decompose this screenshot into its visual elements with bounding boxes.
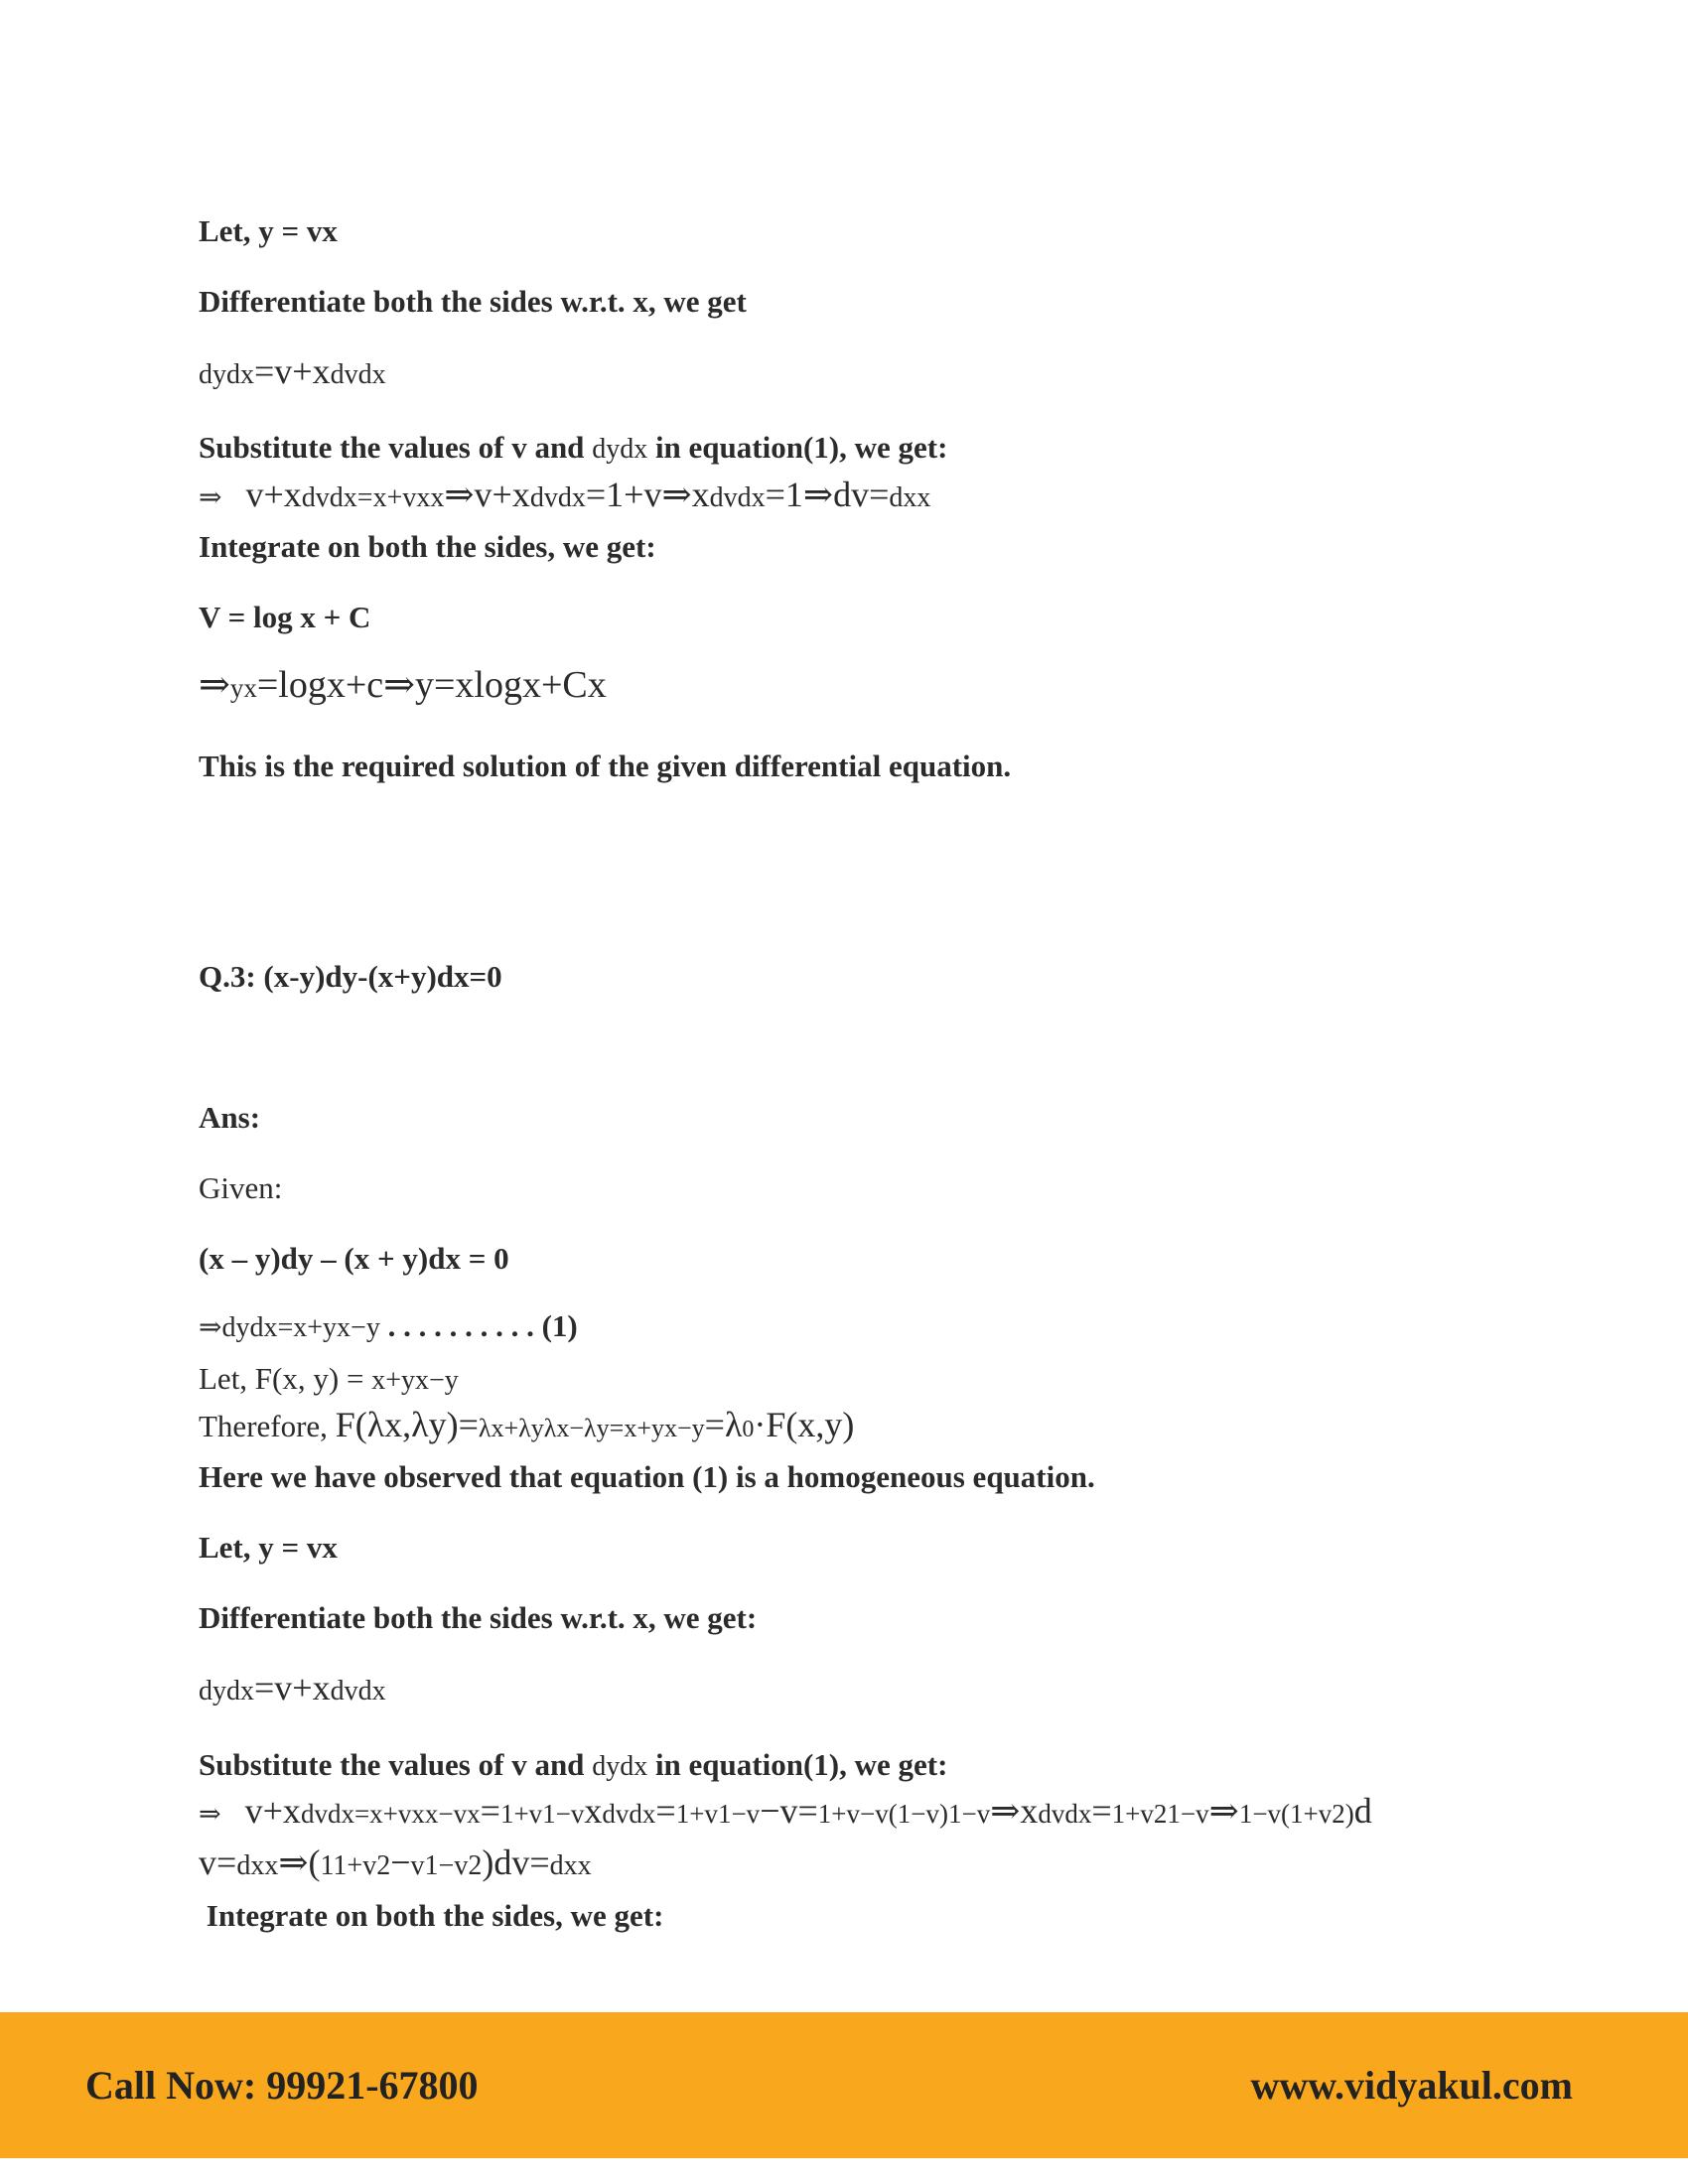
ans-label: Ans:	[199, 1100, 261, 1135]
implies-arrow: ⇒	[199, 1799, 221, 1829]
dydx-inline: dydx	[592, 1751, 648, 1782]
eq-fragment: dxx	[889, 482, 931, 513]
eq-fragment: dvdx	[602, 1799, 656, 1829]
homogeneous-line: Here we have observed that equation (1) is a homogeneous equation.	[199, 1459, 1095, 1494]
substitute-line	[199, 432, 947, 464]
eq-fragment: =	[655, 1791, 676, 1831]
call-now-text: Call Now: 99921-67800	[85, 2063, 479, 2108]
eq-fragment: 1+v1−v	[675, 1799, 761, 1829]
eq-fragment: )dv=	[482, 1843, 550, 1882]
eq-fragment: =1⇒dv=	[765, 475, 890, 514]
eq-fragment: v+x	[244, 1791, 301, 1831]
let-y-vx-line: Let, y = vx	[199, 213, 338, 248]
therefore-line	[199, 1407, 854, 1442]
footer-banner	[0, 2012, 1688, 2158]
eq-fragment: =x+vxx	[356, 482, 445, 513]
eq-fragment: 0	[742, 1417, 755, 1442]
integrate-line-2: Integrate on both the sides, we get:	[199, 1898, 664, 1933]
solution-equation	[199, 666, 607, 704]
dydx-equation-2	[199, 1670, 386, 1706]
eq-fragment: dvdx	[529, 482, 586, 513]
required-solution-line: This is the required solution of the given differential equation.	[199, 749, 1012, 783]
eq-fragment: ⇒dydx=x+yx−y	[199, 1312, 380, 1343]
eq-fragment: =v+x	[254, 351, 331, 391]
eq-fragment: ⇒	[1208, 1791, 1239, 1831]
eq-fragment: −	[390, 1843, 411, 1882]
eq-fragment: yx	[229, 673, 257, 703]
eq-fragment: x+yx−y	[371, 1365, 459, 1396]
dydx-inline: dydx	[592, 434, 648, 465]
eq-fragment: v+x	[245, 475, 302, 514]
eq-fragment: dvdx	[709, 482, 766, 513]
eq-fragment: ⇒(	[278, 1843, 321, 1882]
eq-fragment: =v+x	[254, 1668, 331, 1707]
eq-fragment: dydx	[199, 1676, 254, 1706]
eq-fragment: −v=	[760, 1791, 818, 1831]
v-log-line: V = log x + C	[199, 600, 371, 634]
substitute-text-end: in equation(1), we get:	[647, 430, 948, 465]
eq-fragment: dydx	[199, 359, 254, 390]
eq-fragment: ⇒	[199, 664, 230, 706]
eq-fragment: F(λx,λy)=	[335, 1405, 479, 1444]
eq-fragment: dvdx	[301, 482, 357, 513]
long-equation-line-2	[199, 1844, 592, 1880]
differentiate-line-2: Differentiate both the sides w.r.t. x, we get:	[199, 1600, 758, 1635]
eq-fragment: =λ	[704, 1405, 743, 1444]
equation-number: . . . . . . . . . . (1)	[379, 1308, 578, 1343]
eq-fragment: =	[1091, 1791, 1112, 1831]
eq-fragment: =logx+c⇒y=xlogx+Cx	[256, 664, 607, 706]
eq-fragment: =	[480, 1791, 500, 1831]
eq-fragment: x	[584, 1791, 603, 1831]
eq-fragment: 1+v−v(1−v)1−v	[817, 1799, 991, 1829]
substitute-text-end: in equation(1), we get:	[647, 1747, 948, 1782]
eq-fragment: λx+λyλx−λy=x+yx−y	[478, 1414, 705, 1442]
substitution-equation	[199, 477, 930, 512]
let-f-line	[199, 1363, 459, 1395]
eq-fragment: 1+v1−v	[499, 1799, 585, 1829]
eq-fragment: dxx	[549, 1850, 592, 1881]
eq-fragment: dvdx	[330, 359, 386, 390]
differentiate-line: Differentiate both the sides w.r.t. x, we get	[199, 284, 747, 319]
therefore-text: Therefore,	[199, 1409, 336, 1443]
eq-fragment: d	[1353, 1791, 1372, 1831]
eq-fragment: ·F(x,y)	[754, 1405, 855, 1444]
eq-fragment: 11+v2	[320, 1850, 391, 1881]
eq-fragment: =1+v⇒x	[585, 475, 710, 514]
eq-fragment: ⇒v+x	[444, 475, 530, 514]
integrate-line: Integrate on both the sides, we get:	[199, 529, 656, 564]
eq-fragment: dvdx	[300, 1799, 354, 1829]
eq-fragment: dvdx	[330, 1676, 386, 1706]
substitute-text: Substitute the values of v and	[199, 430, 593, 465]
eq-fragment: v=	[199, 1843, 237, 1882]
let-y-vx-line-2: Let, y = vx	[199, 1530, 338, 1565]
long-equation-line-1	[199, 1793, 1372, 1829]
eq-fragment: 1−v(1+v2)	[1238, 1799, 1354, 1829]
dydx-equation	[199, 353, 386, 389]
eq-fragment: dvdx	[1038, 1799, 1092, 1829]
eq-fragment: v1−v2	[410, 1850, 483, 1881]
eq-fragment: ⇒x	[990, 1791, 1039, 1831]
website-link[interactable]: www.vidyakul.com	[1250, 2063, 1573, 2108]
eq-fragment: dxx	[236, 1850, 279, 1881]
eq-fragment: 1+v21−v	[1111, 1799, 1209, 1829]
equation-one	[199, 1310, 578, 1342]
implies-arrow: ⇒	[199, 482, 222, 513]
substitute-line-2	[199, 1749, 947, 1781]
substitute-text: Substitute the values of v and	[199, 1747, 593, 1782]
question-title: Q.3: (x-y)dy-(x+y)dx=0	[199, 959, 502, 994]
eq-fragment: =x+vxx−vx	[353, 1799, 481, 1829]
let-f-text: Let, F(x, y) =	[199, 1361, 372, 1396]
given-equation: (x – y)dy – (x + y)dx = 0	[199, 1241, 509, 1276]
given-label: Given:	[199, 1170, 283, 1205]
